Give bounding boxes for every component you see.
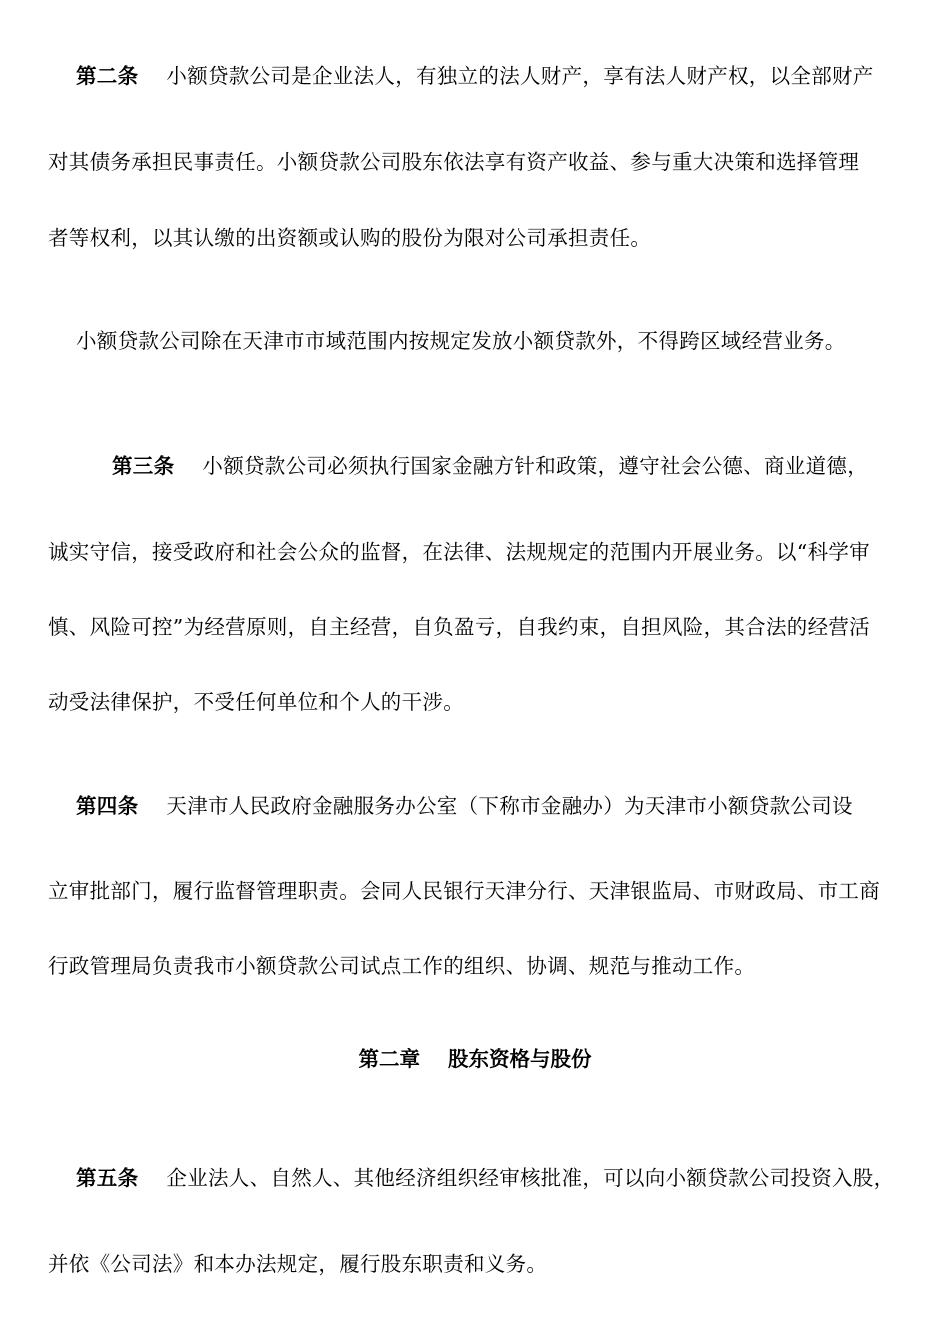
article4-line1	[76, 792, 853, 820]
article3-text1: 小额贷款公司必须执行国家金融方针和政策，遵守社会公德、商业道德，	[202, 454, 869, 478]
article5-line1	[76, 1164, 894, 1192]
article2-text1: 小额贷款公司是企业法人，有独立的法人财产，享有法人财产权，以全部财产	[166, 64, 874, 88]
article3-line2: 诚实守信，接受政府和社会公众的监督，在法律、法规规定的范围内开展业务。以“科学审	[48, 540, 870, 564]
article4-text1: 天津市人民政府金融服务办公室（下称市金融办）为天津市小额贷款公司设	[166, 794, 853, 818]
article4-line2: 立审批部门，履行监督管理职责。会同人民银行天津分行、天津银监局、市财政局、市工商	[48, 879, 880, 903]
article5-text1: 企业法人、自然人、其他经济组织经审核批准，可以向小额贷款公司投资入股，	[166, 1166, 895, 1190]
article3-line4: 动受法律保护，不受任何单位和个人的干涉。	[48, 690, 464, 714]
article4-label: 第四条	[76, 794, 139, 818]
article2-para2: 小额贷款公司除在天津市市域范围内按规定发放小额贷款外，不得跨区域经营业务。	[76, 329, 846, 353]
article2-line1	[76, 62, 874, 90]
chapter-heading	[0, 1045, 950, 1073]
article2-label: 第二条	[76, 64, 139, 88]
article3-label: 第三条	[112, 454, 175, 478]
chapter-number: 第二章	[358, 1047, 420, 1071]
article2-line3: 者等权利，以其认缴的出资额或认购的股份为限对公司承担责任。	[48, 226, 652, 250]
article3-line1	[112, 452, 868, 480]
article5-label: 第五条	[76, 1166, 139, 1190]
article4-line3: 行政管理局负责我市小额贷款公司试点工作的组织、协调、规范与推动工作。	[48, 954, 756, 978]
chapter-title: 股东资格与股份	[448, 1047, 592, 1071]
article3-line3: 慎、风险可控”为经营原则，自主经营，自负盈亏，自我约束，自担风险，其合法的经营活	[48, 615, 870, 639]
article2-line2: 对其债务承担民事责任。小额贷款公司股东依法享有资产收益、参与重大决策和选择管理	[48, 150, 860, 174]
article5-line2: 并依《公司法》和本办法规定，履行股东职责和义务。	[48, 1252, 548, 1276]
